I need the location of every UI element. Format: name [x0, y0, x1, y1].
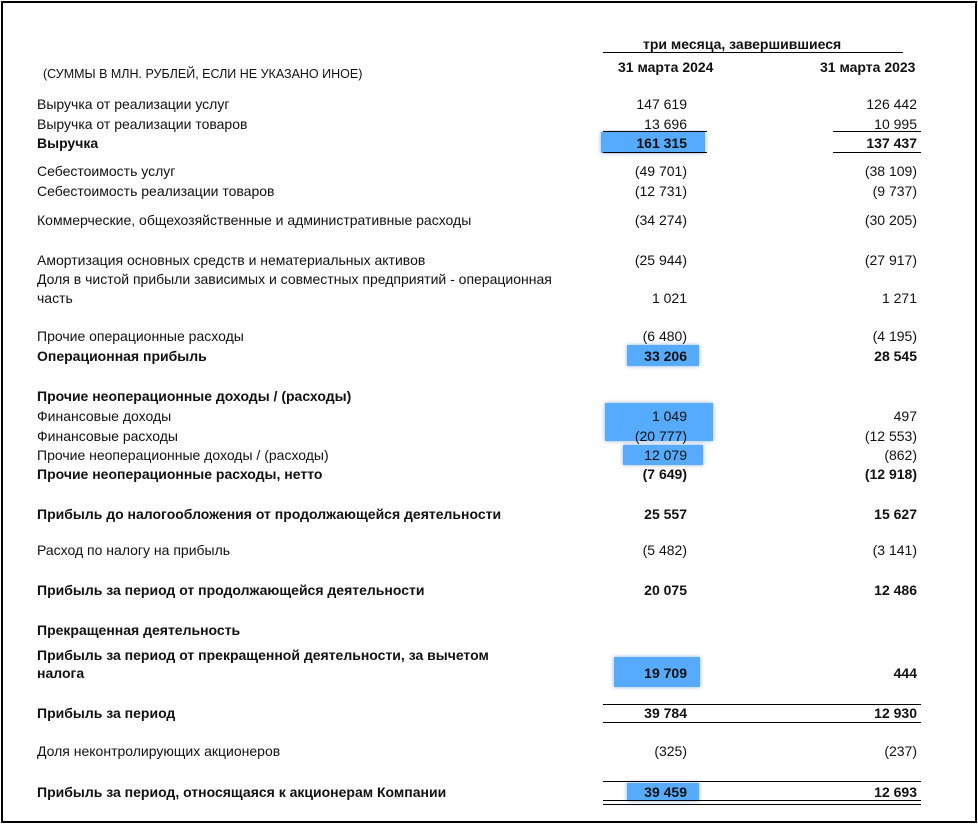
row-label-continued: часть: [37, 290, 73, 306]
row-label: Амортизация основных средств и нематериальных активов: [37, 252, 426, 268]
row-label-continued: налога: [37, 665, 85, 681]
value-2023: 15 627: [874, 506, 917, 522]
row-label: Выручка от реализации товаров: [37, 116, 248, 132]
row-label: Финансовые расходы: [37, 428, 178, 444]
rule: [603, 152, 707, 153]
row-label: Прочие неоперационные расходы, нетто: [37, 466, 323, 482]
row-label: Себестоимость услуг: [37, 163, 176, 179]
value-2024: 13 696: [644, 116, 687, 132]
row-label: Выручка: [37, 135, 99, 151]
header-rule: [603, 52, 903, 53]
value-2023: 12 693: [874, 784, 917, 800]
row-label: Прибыль за период от прекращенной деятельности, за вычетом: [37, 647, 489, 663]
row-label: Себестоимость реализации товаров: [37, 183, 275, 199]
value-2024: (20 777): [634, 428, 687, 444]
value-2023: 12 486: [874, 582, 917, 598]
row-label: Прибыль за период от продолжающейся деятельности: [37, 582, 425, 598]
rule: [603, 781, 921, 782]
row-label: Доля в чистой прибыли зависимых и совместных предприятий - операционная: [37, 271, 552, 287]
row-label: Финансовые доходы: [37, 408, 172, 424]
value-2023: (4 195): [872, 328, 917, 344]
value-2023: (862): [884, 447, 917, 463]
row-label: Прибыль за период, относящаяся к акционерам Компании: [37, 784, 447, 800]
statement-frame: [1, 1, 977, 823]
section-heading: Прочие неоперационные доходы / (расходы): [37, 388, 352, 404]
value-2024: 161 315: [636, 135, 687, 151]
value-2024: 12 079: [644, 447, 687, 463]
value-2023: 28 545: [874, 348, 917, 364]
value-2023: (12 918): [864, 466, 917, 482]
period-title: три месяца, завершившиеся: [643, 36, 842, 52]
value-2024: (7 649): [642, 466, 687, 482]
row-label: Расход по налогу на прибыль: [37, 542, 231, 558]
value-2024: 19 709: [644, 665, 687, 681]
value-2024: 25 557: [644, 506, 687, 522]
row-label: Операционная прибыль: [37, 348, 207, 364]
column-header-2024: 31 марта 2024: [618, 59, 714, 75]
value-2023: (237): [884, 743, 917, 759]
value-2023: 126 442: [866, 96, 917, 112]
value-2023: 444: [893, 665, 917, 681]
row-label: Коммерческие, общехозяйственные и административные расходы: [37, 212, 472, 228]
double-rule: [603, 800, 921, 805]
value-2023: (12 553): [864, 428, 917, 444]
value-2023: 137 437: [866, 135, 917, 151]
value-2024: (34 274): [634, 212, 687, 228]
value-2024: 33 206: [644, 348, 687, 364]
row-label: Прибыль до налогообложения от продолжающейся деятельности: [37, 506, 502, 522]
value-2024: 39 459: [644, 784, 687, 800]
value-2024: 147 619: [636, 96, 687, 112]
row-label: Доля неконтролирующих акционеров: [37, 743, 281, 759]
column-header-2023: 31 марта 2023: [820, 59, 916, 75]
value-2023: 10 995: [874, 116, 917, 132]
section-heading: Прекращенная деятельность: [37, 622, 241, 638]
value-2023: (27 917): [864, 252, 917, 268]
value-2024: 20 075: [644, 582, 687, 598]
units-note: (СУММЫ В МЛН. РУБЛЕЙ, ЕСЛИ НЕ УКАЗАНО ИНОЕ): [43, 67, 363, 81]
value-2024: 39 784: [644, 705, 687, 721]
row-label: Прибыль за период: [37, 705, 176, 721]
value-2024: (25 944): [634, 252, 687, 268]
value-2024: 1 049: [651, 408, 687, 424]
value-2023: (3 141): [872, 542, 917, 558]
value-2023: 12 930: [874, 705, 917, 721]
value-2023: (9 737): [872, 183, 917, 199]
value-2023: (38 109): [864, 163, 917, 179]
row-label: Прочие операционные расходы: [37, 328, 244, 344]
value-2023: 1 271: [881, 290, 917, 306]
value-2024: (325): [654, 743, 687, 759]
value-2023: 497: [893, 408, 917, 424]
value-2024: (12 731): [634, 183, 687, 199]
value-2024: (49 701): [634, 163, 687, 179]
value-2024: (5 482): [642, 542, 687, 558]
row-label: Прочие неоперационные доходы / (расходы): [37, 447, 329, 463]
row-label: Выручка от реализации услуг: [37, 96, 230, 112]
value-2024: (6 480): [642, 328, 687, 344]
rule: [833, 152, 921, 153]
value-2023: (30 205): [864, 212, 917, 228]
rule: [603, 722, 921, 723]
value-2024: 1 021: [651, 290, 687, 306]
